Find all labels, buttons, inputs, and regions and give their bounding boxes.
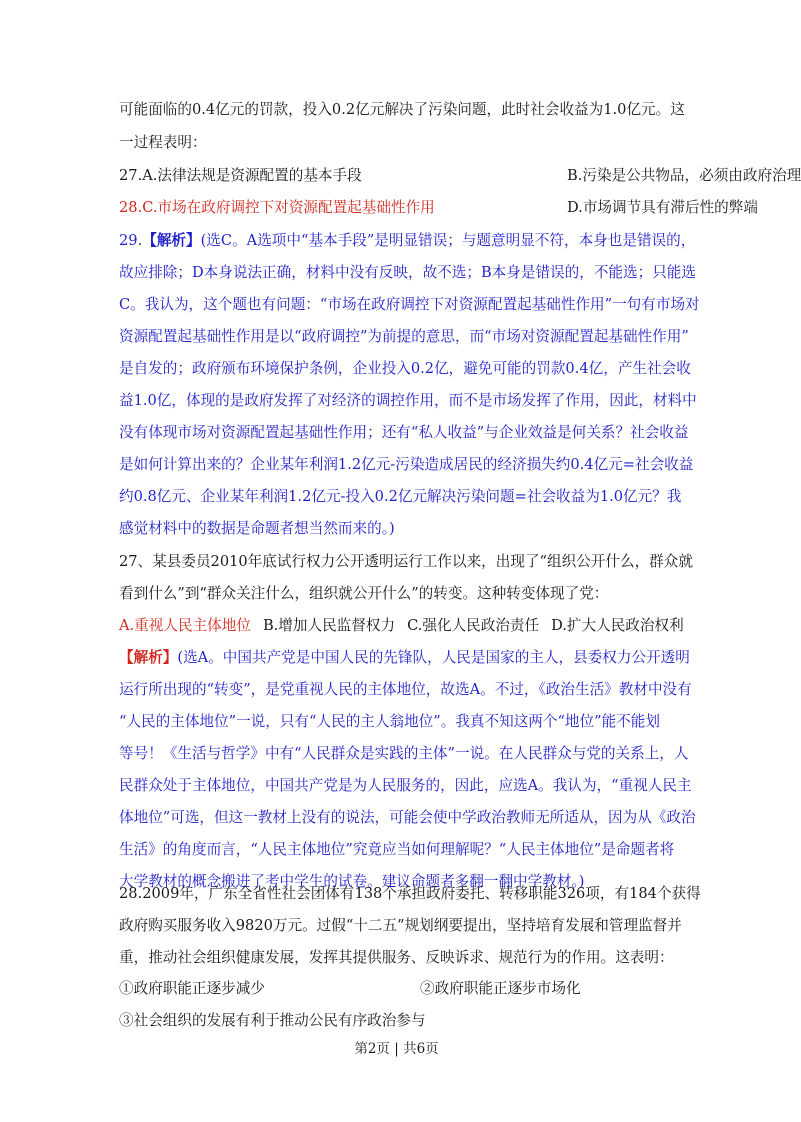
q28-line-1: 28.2009年，广东全省性社会团体有138个承担政府委托、转移职能326项，有184个获得: [119, 885, 701, 902]
q27-line-1: 27、某县委员2010年底试行权力公开透明运行工作以来，出现了“组织公开什么，群众就: [119, 553, 693, 570]
option-row-cd: [119, 198, 758, 218]
option-b: B.污染是公共物品，必须由政府治理: [567, 167, 801, 184]
intro-line-2: 一过程表明：: [119, 134, 207, 151]
analysis2-line-5: 体地位”可选，但这一教材上没有的说法，可能会使中学政治教师无所适从，因为从《政治: [119, 809, 696, 826]
analysis1-line-6: 没有体现市场对资源配置起基础性作用；还有“私人收益”与企业效益是何关系？社会收益: [119, 424, 689, 441]
analysis1-text-0: (选C。A选项中“基本手段”是明显错误；与题意明显不符，本身也是错误的，: [200, 232, 696, 249]
analysis2-line-6: 生活》的角度而言，“人民主体地位”究竟应当如何理解呢？“人民主体地位”是命题者将: [119, 841, 675, 858]
analysis1-line-9: 感觉材料中的数据是命题者想当然而来的。): [119, 520, 395, 537]
q27-option-c: C.强化人民政治责任: [407, 617, 540, 634]
analysis2-line-2: “人民的主体地位”一说，只有“人民的主人翁地位”。我真不知这两个“地位”能不能划: [119, 713, 660, 730]
q27-option-b: B.增加人民监督权力: [262, 617, 396, 634]
analysis1-line-1: 故应排除；D本身说法正确，材料中没有反映，故不选；B本身是错误的，不能选；只能选: [119, 264, 696, 281]
q27-option-d: D.扩大人民政治权利: [551, 617, 684, 634]
analysis1-tag: 【解析】: [142, 232, 201, 249]
intro-line-1: 可能面临的0.4亿元的罚款，投入0.2亿元解决了污染问题，此时社会收益为1.0亿元。这: [119, 101, 685, 118]
analysis2-line-3: 等号！《生活与哲学》中有“人民群众是实践的主体”一说。在人民群众与党的关系上，人: [119, 745, 689, 762]
q28-line-2: 政府购买服务收入9820万元。过假“十二五”规划纲要提出，坚持培育发展和管理监督并: [119, 917, 682, 934]
option-c-answer: 28.C.市场在政府调控下对资源配置起基础性作用: [119, 199, 435, 216]
q28-option-row-12: [119, 979, 679, 999]
analysis1-prefix: 29.: [119, 232, 143, 249]
analysis2-line-0: [119, 648, 690, 668]
analysis2-tag: 【解析】: [119, 649, 178, 666]
q27-option-a-answer: A.重视人民主体地位: [119, 617, 251, 634]
q28-option-2: ②政府职能正逐步市场化: [420, 980, 581, 997]
q27-options: [119, 616, 684, 636]
q28-option-1: ①政府职能正逐步减少: [119, 980, 265, 997]
analysis2-line-1: 运行所出现的“转变”，是党重视人民的主体地位，故选A。不过，《政治生活》教材中没有: [119, 681, 692, 698]
q28-option-3: ③社会组织的发展有利于推动公民有序政治参与: [119, 1012, 426, 1029]
page-footer: 第2页 | 共6页: [354, 1041, 439, 1057]
option-d: D.市场调节具有滞后性的弊端: [567, 199, 758, 216]
analysis2-text-0: (选A。中国共产党是中国人民的先锋队，人民是国家的主人，县委权力公开透明: [177, 649, 690, 666]
analysis1-line-8: 约0.8亿元、企业某年利润1.2亿元-投入0.2亿元解决污染问题=社会收益为1.0亿元？我: [119, 488, 682, 505]
analysis1-line-2: C。我认为，这个题也有问题：“市场在政府调控下对资源配置起基础性作用”一句有市场对: [119, 296, 700, 313]
analysis1-line-7: 是如何计算出来的？企业某年利润1.2亿元-污染造成居民的经济损失约0.4亿元=社会收益: [119, 456, 694, 473]
option-row-ab: [119, 166, 801, 186]
analysis1-line-3: 资源配置起基础性作用是以“政府调控”为前提的意思，而“市场对资源配置起基础性作用”: [119, 328, 689, 345]
option-a: 27.A.法律法规是资源配置的基本手段: [119, 167, 362, 184]
analysis2-line-4: 民群众处于主体地位，中国共产党是为人民服务的，因此，应选A。我认为，“重视人民主: [119, 777, 692, 794]
analysis1-line-5: 益1.0亿，体现的是政府发挥了对经济的调控作用，而不是市场发挥了作用，因此，材料中: [119, 392, 697, 409]
q28-line-3: 重，推动社会组织健康发展，发挥其提供服务、反映诉求、规范行为的作用。这表明：: [119, 949, 674, 966]
q27-line-2: 看到什么”到“群众关注什么，组织就公开什么”的转变。这种转变体现了党：: [119, 585, 609, 602]
analysis1-line-0: [119, 231, 696, 251]
analysis2-line-7: 大学教材的概念搬进了考中学生的试卷。建议命题者多翻一翻中学教材。): [119, 873, 585, 890]
analysis1-line-4: 是自发的；政府颁布环境保护条例，企业投入0.2亿，避免可能的罚款0.4亿，产生社会收: [119, 360, 691, 377]
